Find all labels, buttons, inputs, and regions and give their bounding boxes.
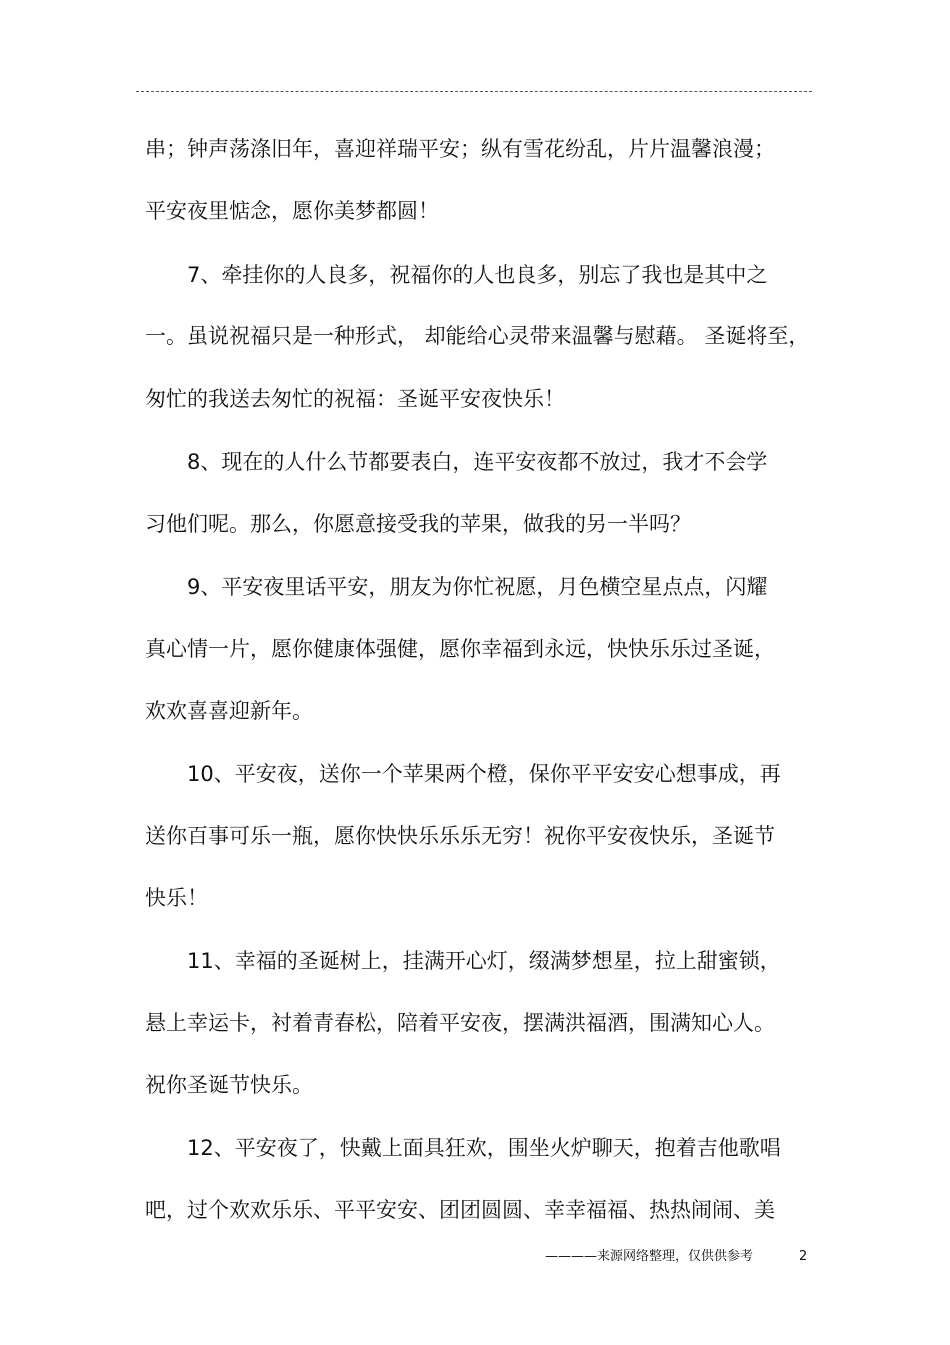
body-line: 11、幸福的圣诞树上，挂满开心灯，缀满梦想星，拉上甜蜜锁， [187,949,781,973]
body-line: 祝你圣诞节快乐。 [145,1073,313,1097]
body-line: 串；钟声荡涤旧年，喜迎祥瑞平安；纵有雪花纷乱，片片温馨浪漫； [145,137,775,161]
body-line: 吧，过个欢欢乐乐、平平安安、团团圆圆、幸幸福福、热热闹闹、美 [145,1198,775,1222]
footer-source-note: ————来源网络整理，仅供供参考 [545,1249,754,1264]
body-line: 平安夜里惦念，愿你美梦都圆！ [145,199,439,223]
body-line: 8、现在的人什么节都要表白，连平安夜都不放过，我才不会学 [187,450,768,474]
body-line: 10、平安夜，送你一个苹果两个橙，保你平平安安心想事成，再 [187,762,781,786]
body-line: 9、平安夜里话平安，朋友为你忙祝愿，月色横空星点点，闪耀 [187,575,768,599]
body-line: 欢欢喜喜迎新年。 [145,699,313,723]
body-line: 快乐！ [145,886,208,910]
body-line: 12、平安夜了，快戴上面具狂欢，围坐火炉聊天，抱着吉他歌唱 [187,1136,781,1160]
body-line: 悬上幸运卡，衬着青春松，陪着平安夜，摆满洪福酒，围满知心人。 [145,1011,775,1035]
page-number: 2 [799,1249,808,1264]
body-line: 习他们呢。那么，你愿意接受我的苹果，做我的另一半吗？ [145,512,691,536]
body-line: 7、牵挂你的人良多，祝福你的人也良多，别忘了我也是其中之 [187,263,768,287]
header-divider [136,91,812,92]
body-line: 真心情一片，愿你健康体强健，愿你幸福到永远，快快乐乐过圣诞， [145,637,775,661]
body-line: 一。虽说祝福只是一种形式， 却能给心灵带来温馨与慰藉。 圣诞将至， [145,324,810,348]
body-line: 匆忙的我送去匆忙的祝福：圣诞平安夜快乐！ [145,387,565,411]
body-line: 送你百事可乐一瓶，愿你快快乐乐乐无穷！祝你平安夜快乐，圣诞节 [145,824,775,848]
